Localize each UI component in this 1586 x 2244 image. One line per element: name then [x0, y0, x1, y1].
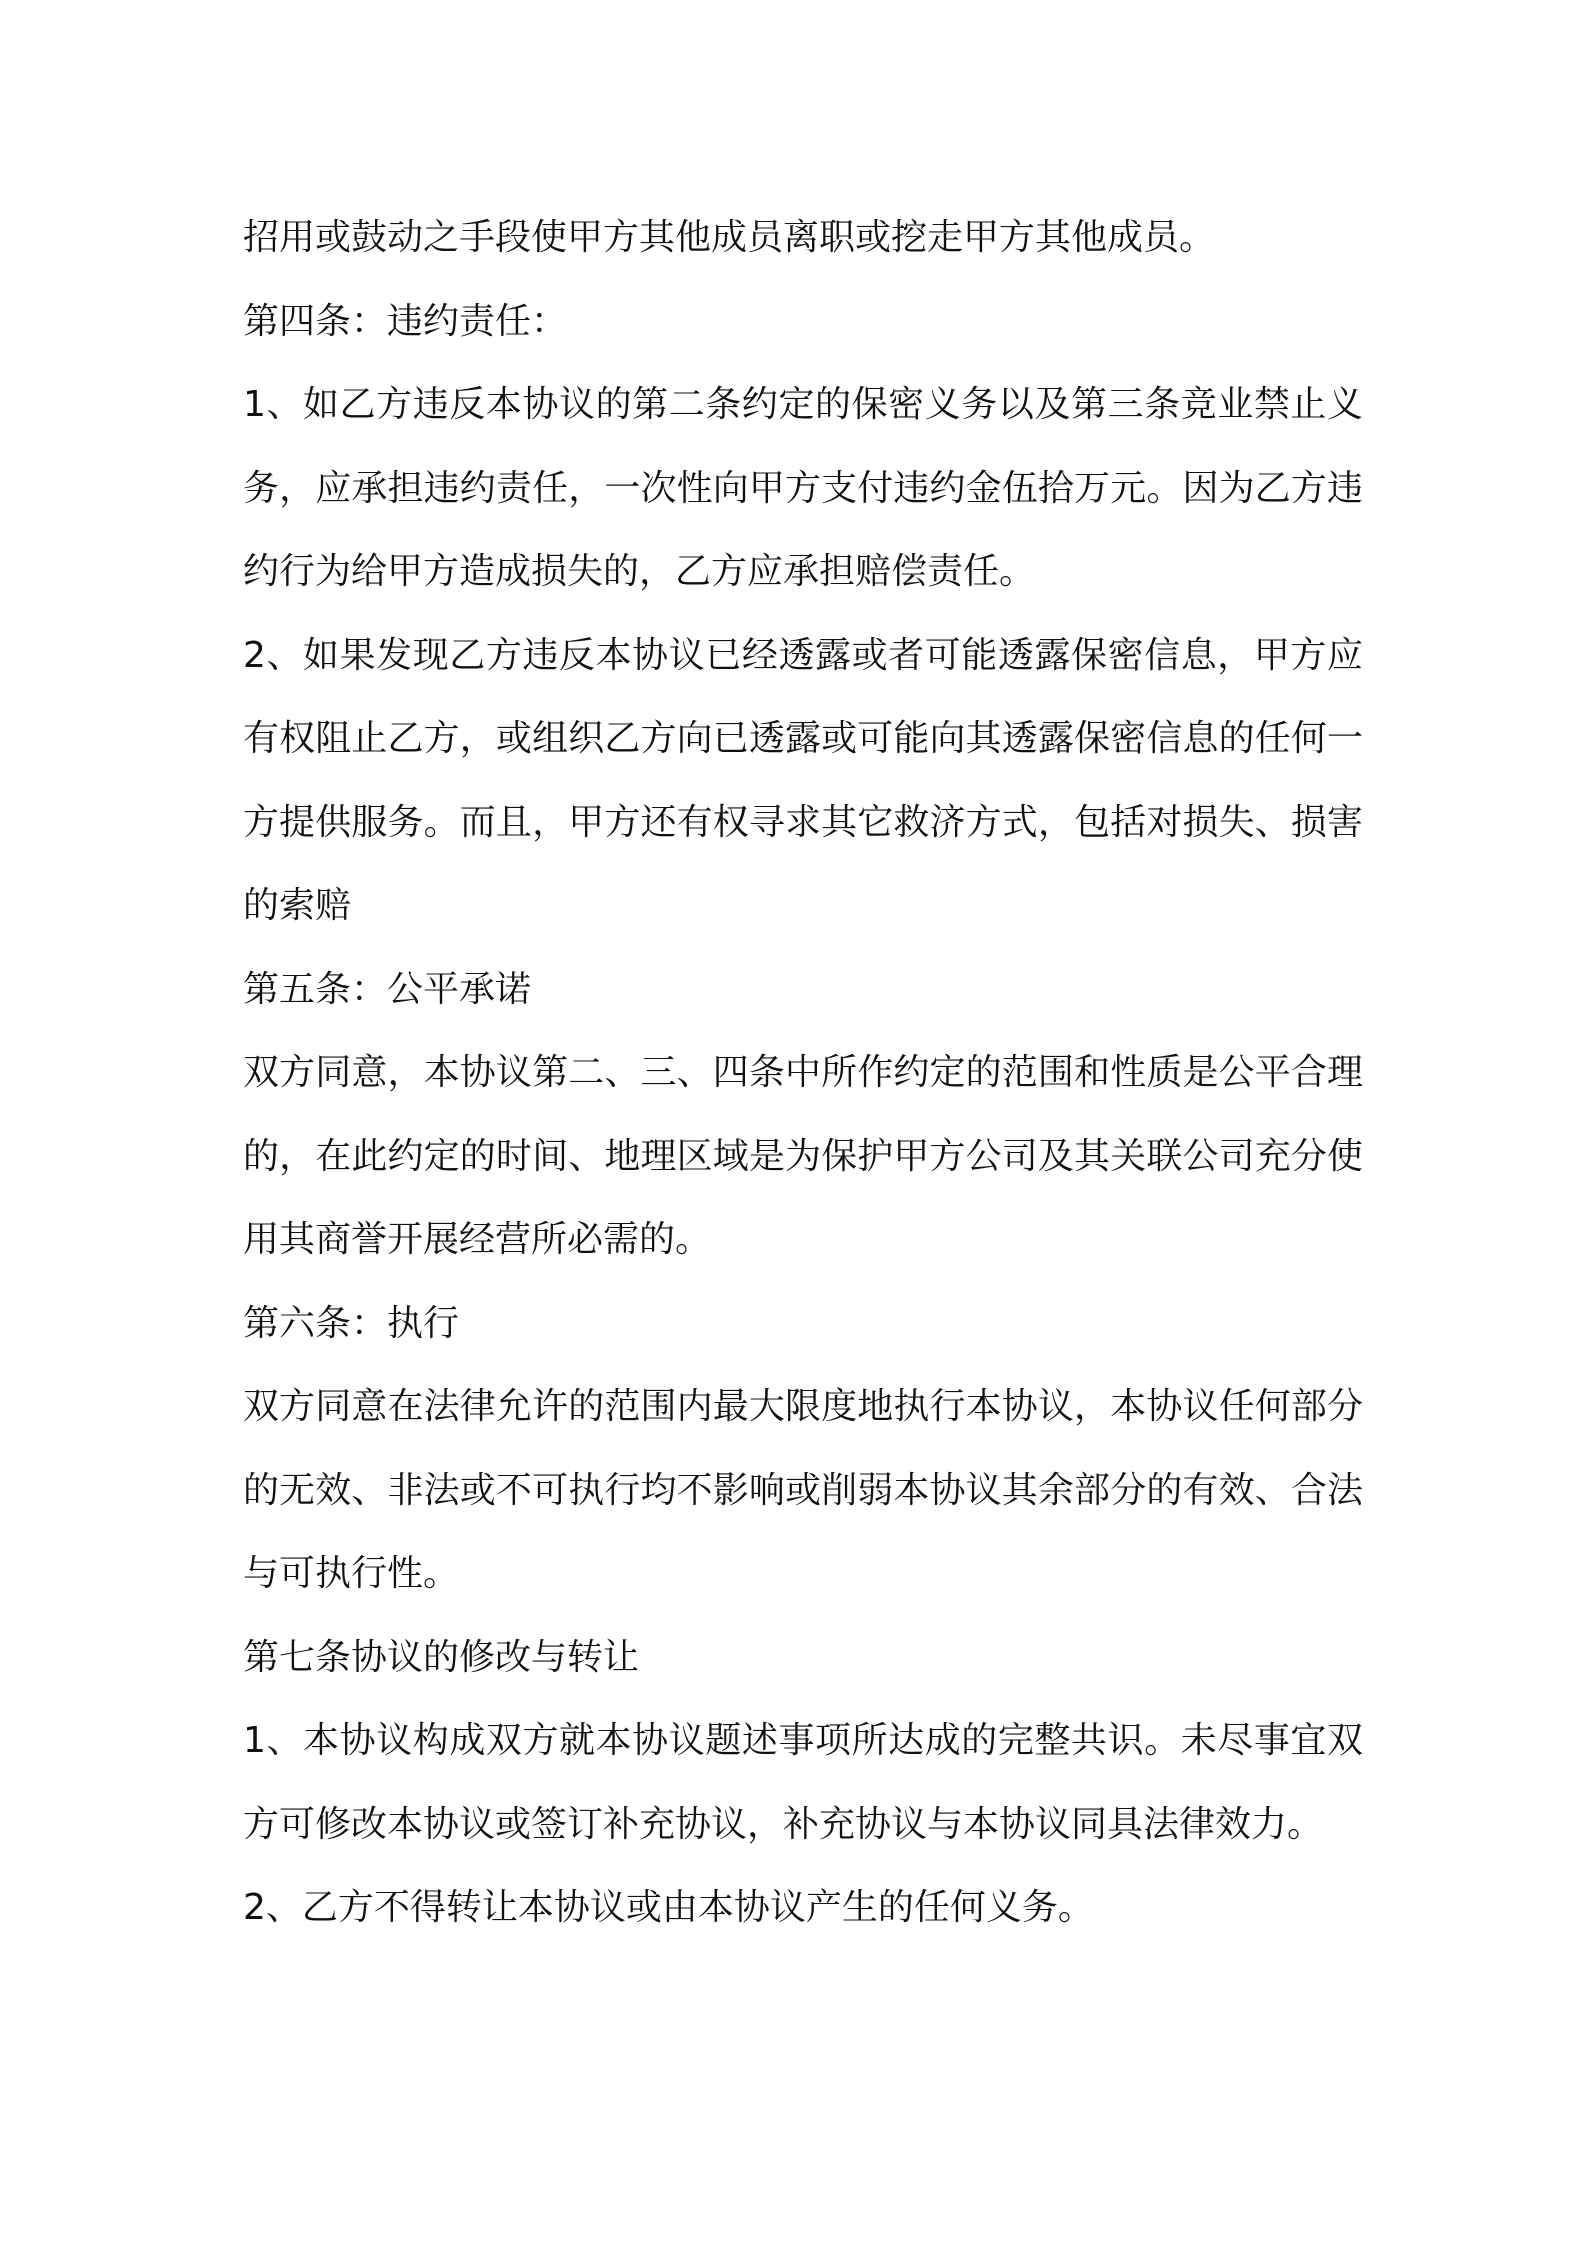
paragraph-continuation: 招用或鼓动之手段使甲方其他成员离职或挖走甲方其他成员。: [243, 217, 1216, 258]
article-6-text: 双方同意在法律允许的范围内最大限度地执行本协议，本协议任何部分的无效、非法或不可执行均不影响或削弱本协议其余部分的有效、合法与可执行性。: [243, 1386, 1363, 1594]
article-4-clause-1: 1、如乙方违反本协议的第二条约定的保密义务以及第三条竞业禁止义务，应承担违约责任，一次性向甲方支付违约金伍拾万元。因为乙方违约行为给甲方造成损失的，乙方应承担赔偿责任。: [243, 384, 1363, 592]
article-6-heading: 第六条：执行: [243, 1302, 460, 1344]
article-7-clause-2: 2、乙方不得转让本协议或由本协议产生的任何义务。: [243, 1887, 1094, 1928]
article-5-heading: 第五条：公平承诺: [243, 968, 532, 1010]
article-7-heading: 第七条协议的修改与转让: [243, 1636, 640, 1678]
article-4-heading: 第四条：违约责任：: [243, 300, 568, 342]
article-4-clause-2: 2、如果发现乙方违反本协议已经透露或者可能透露保密信息，甲方应有权阻止乙方，或组织乙方向已透露或可能向其透露保密信息的任何一方提供服务。而且，甲方还有权寻求其它救济方式，包括对损失、损害的索赔: [243, 634, 1363, 926]
article-5-text: 双方同意，本协议第二、三、四条中所作约定的范围和性质是公平合理的，在此约定的时间、地理区域是为保护甲方公司及其关联公司充分使用其商誉开展经营所必需的。: [243, 1052, 1363, 1260]
article-7-clause-1: 1、本协议构成双方就本协议题述事项所达成的完整共识。未尽事宜双方可修改本协议或签订补充协议，补充协议与本协议同具法律效力。: [243, 1720, 1363, 1845]
document-body: [243, 196, 1363, 1950]
